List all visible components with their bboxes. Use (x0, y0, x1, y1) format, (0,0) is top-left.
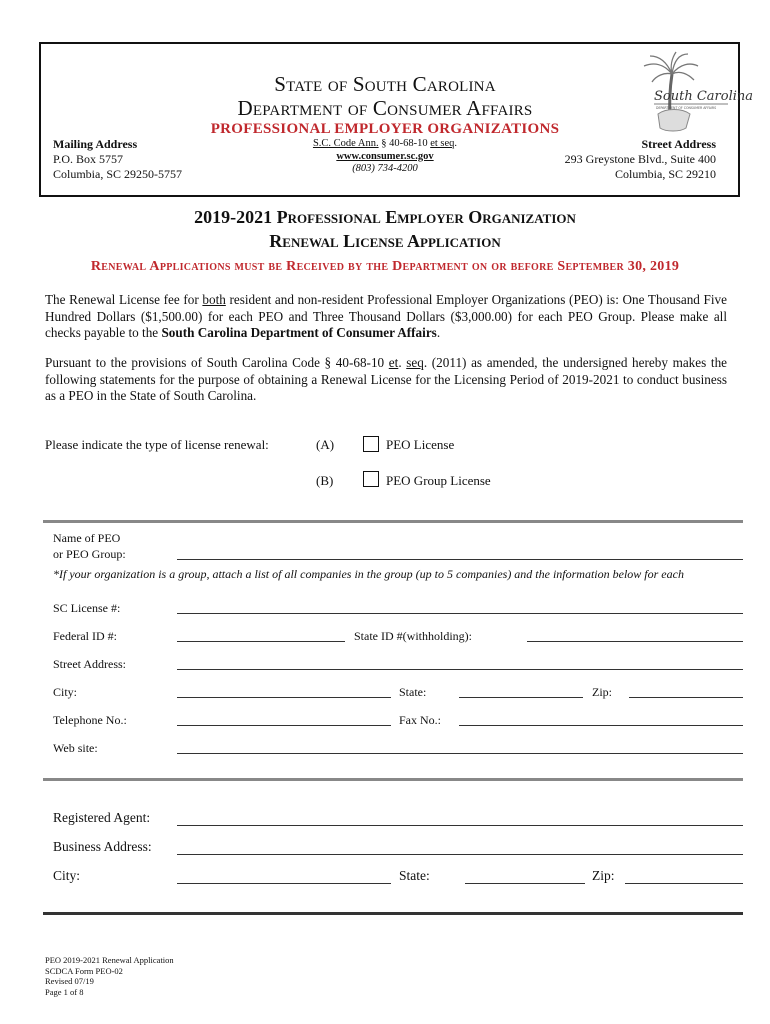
division-title: PROFESSIONAL EMPLOYER ORGANIZATIONS (210, 121, 560, 137)
agent-zip-label: Zip: (592, 868, 615, 883)
city-label: City: (53, 685, 78, 699)
footer-line3: Revised 07/19 (45, 976, 94, 986)
p1-c: resident and non-resident Professional Employer Organizations (PEO) is: One Thousand Five Hundred Dollars ($1,500.00) for each PEO and Three Thousand Dollars ($3,000.00) for each PEO Group. Please make all checks payable to the (45, 292, 728, 340)
state-id-label: State ID #(withholding): (354, 629, 472, 643)
option-a-letter: (A) (316, 437, 335, 452)
agent-state-label: State: (399, 868, 430, 883)
peo-group-license-checkbox[interactable] (363, 471, 379, 487)
federal-id-label: Federal ID #: (53, 629, 117, 643)
sc-license-label: SC License #: (53, 601, 121, 615)
p2-e: . (2011) as amended, the undersigned hereby makes the following statements for the purpose of obtaining a Renewal License for the Licensing Period of 2019-2021 to conduct business as a PEO in the State of South Carolina. (45, 355, 728, 403)
license-type-prompt: Please indicate the type of license renewal: (45, 437, 269, 452)
palmetto-tree-icon (636, 52, 754, 132)
section-divider-bottom (43, 912, 743, 915)
mailing-heading: Mailing Address (53, 137, 138, 151)
logo-script-text: South Carolina (654, 89, 754, 104)
code-ref-a: S.C. Code Ann. (312, 138, 379, 149)
sc-consumer-affairs-logo (636, 52, 754, 132)
peo-name-label (53, 530, 126, 562)
website-label: Web site: (53, 741, 98, 755)
agent-city-field[interactable] (177, 883, 391, 884)
group-note: *If your organization is a group, attach a list of all companies in the group (up to 5 companies) and the information below for each (53, 567, 684, 581)
city-field[interactable] (177, 697, 391, 698)
peo-name-label-1: Name of PEO (53, 531, 121, 545)
state-label: State: (399, 685, 427, 699)
street-heading: Street Address (641, 137, 716, 151)
mailing-line2: Columbia, SC 29250-5757 (53, 167, 183, 181)
code-ref-d: . (454, 138, 458, 149)
business-address-label: Business Address: (53, 839, 152, 854)
agent-state-field[interactable] (465, 883, 585, 884)
section-divider-middle (43, 778, 743, 781)
section-divider-top (43, 520, 743, 523)
p1-a: The Renewal License fee for (45, 292, 203, 307)
federal-id-field[interactable] (177, 641, 345, 642)
p1-e: . (436, 325, 441, 340)
business-address-field[interactable] (177, 854, 743, 855)
code-ref-b: § 40-68-10 (378, 138, 431, 149)
street-address-label: Street Address: (53, 657, 126, 671)
state-field[interactable] (459, 697, 583, 698)
p2-d: seq (406, 355, 424, 370)
registered-agent-label: Registered Agent: (53, 810, 151, 825)
option-b-label: PEO Group License (386, 473, 491, 488)
telephone-label: Telephone No.: (53, 713, 127, 727)
footer-line4: Page 1 of 8 (45, 986, 84, 997)
zip-field[interactable] (629, 697, 743, 698)
p2-b: et (388, 355, 399, 370)
p1-d: South Carolina Department of Consumer Affairs (161, 325, 437, 340)
fee-paragraph (45, 292, 727, 342)
street-line2: Columbia, SC 29210 (614, 167, 716, 181)
peo-license-checkbox[interactable] (363, 436, 379, 452)
website-link[interactable]: www.consumer.sc.gov (336, 150, 434, 162)
agent-zip-field[interactable] (625, 883, 743, 884)
form-title-line1: 2019-2021 Professional Employer Organization (194, 207, 576, 227)
sc-license-field[interactable] (177, 613, 743, 614)
state-title: State of South Carolina (274, 72, 496, 96)
peo-name-label-2: or PEO Group: (53, 547, 126, 561)
zip-label: Zip: (592, 685, 612, 699)
street-line1: 293 Greystone Blvd., Suite 400 (564, 152, 716, 166)
p2-a: Pursuant to the provisions of South Carolina Code § 40-68-10 (45, 355, 389, 370)
page-footer (45, 955, 174, 997)
statute-paragraph (45, 355, 727, 405)
p1-b: both (202, 292, 226, 307)
mailing-line1: P.O. Box 5757 (53, 152, 124, 166)
website-field[interactable] (177, 753, 743, 754)
state-id-field[interactable] (527, 641, 743, 642)
deadline-notice: Renewal Applications must be Received by the Department on or before September 30, 2019 (90, 259, 680, 274)
agent-city-label: City: (53, 868, 81, 883)
option-a-label: PEO License (386, 437, 455, 452)
phone-number: (803) 734-4200 (352, 163, 418, 174)
logo-subtext: DEPARTMENT OF CONSUMER AFFAIRS (656, 106, 717, 110)
footer-line1: PEO 2019-2021 Renewal Application (45, 955, 174, 965)
code-ref-c: et seq (430, 138, 455, 149)
fax-field[interactable] (459, 725, 743, 726)
telephone-field[interactable] (177, 725, 391, 726)
street-address-field[interactable] (177, 669, 743, 670)
street-address (565, 137, 716, 182)
fax-label: Fax No.: (399, 713, 441, 727)
option-b-letter: (B) (316, 473, 334, 488)
form-title-line2: Renewal License Application (269, 231, 501, 251)
department-title: Department of Consumer Affairs (237, 96, 533, 120)
footer-line2: SCDCA Form PEO-02 (45, 965, 123, 976)
p2-c: . (398, 355, 407, 370)
registered-agent-field[interactable] (177, 825, 743, 826)
peo-name-field[interactable] (177, 559, 743, 560)
